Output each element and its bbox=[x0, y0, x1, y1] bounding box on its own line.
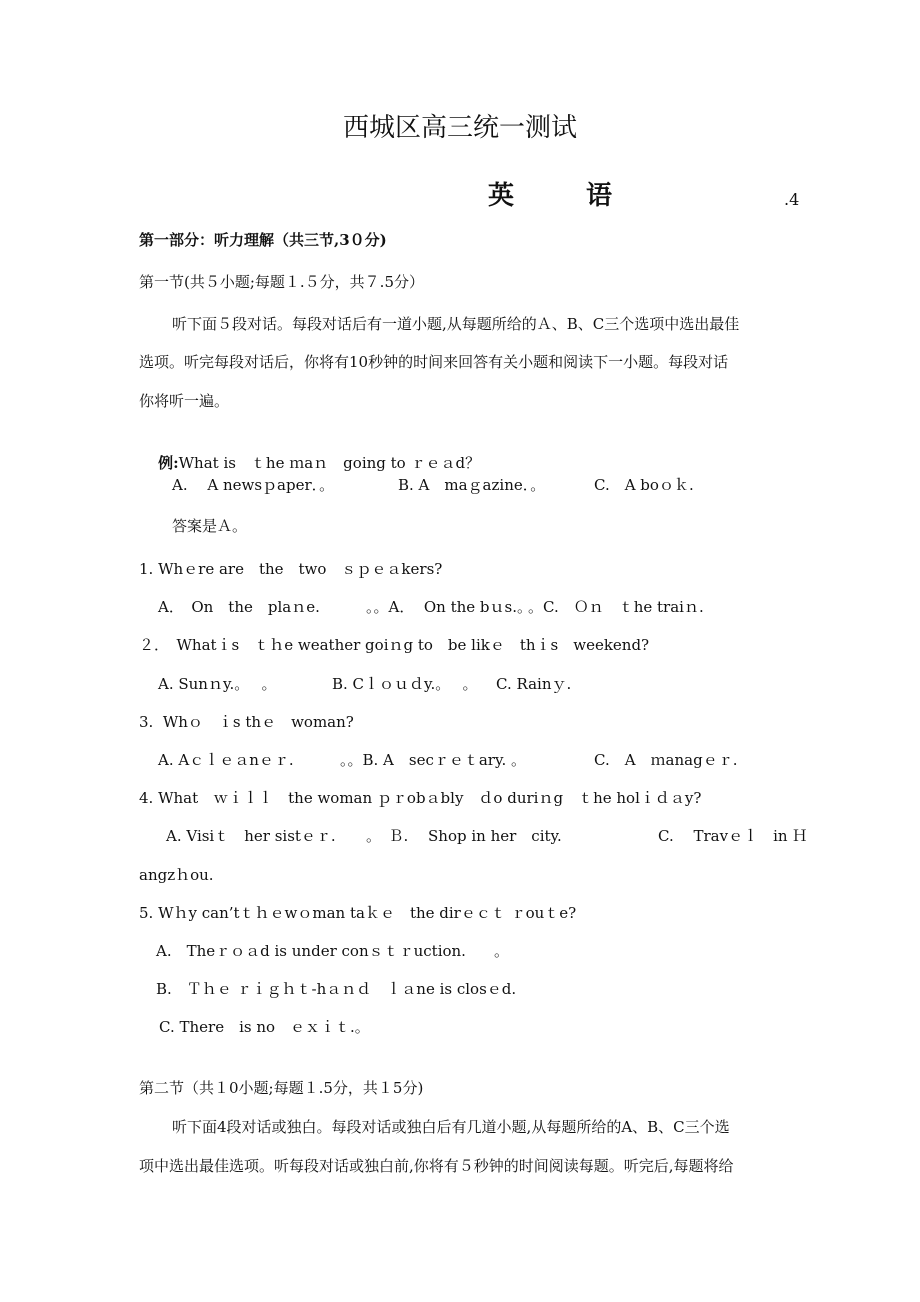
example-option-b: B. A maｇazine．。 bbox=[398, 476, 546, 494]
question-4-option-a: A. Visiｔ her sistｅｒ. bbox=[166, 827, 336, 845]
question-5-option-a-mark: 。 bbox=[494, 942, 510, 960]
section1-heading: 第一节(共５小题;每题１.５分，共７.5分） bbox=[139, 273, 424, 291]
question-1-option-b: 。。A． On the bｕs.。 bbox=[366, 598, 532, 616]
section1-instruction-2: 选项。听完每段对话后，你将有10秒钟的时间来回答有关小题和阅读下一小题。每段对话 bbox=[139, 353, 729, 371]
question-2-option-a: A. Sunｎy.。 。 bbox=[158, 675, 277, 693]
question-2: ２． Whatｉs ｔｈe weather goiｎg to be likｅ thｉs weekend? bbox=[139, 636, 650, 654]
question-4-option-c: C. Travｅｌ in Ｈ bbox=[658, 827, 808, 845]
question-4: 4. What ｗｉｌｌ the woman ｐｒobａbly ｄo duriｎg ｔhe holｉｄａy? bbox=[139, 789, 702, 807]
question-5-option-c: C. There is no ｅｘｉｔ.。 bbox=[159, 1018, 370, 1036]
question-3: 3. Whｏ ｉs thｅ woman? bbox=[139, 713, 354, 731]
subject-char-1: 英 bbox=[488, 181, 515, 211]
question-5: 5. Wｈy can’tｔｈｅwｏman taｋｅ the dirｅｃｔ ｒouｔe? bbox=[139, 904, 577, 922]
example-question-text: What is ｔhe ｍaｎ going to ｒｅａd？ bbox=[178, 454, 481, 472]
example-answer: 答案是Ａ。 bbox=[172, 517, 248, 535]
section2-instruction-2: 项中选出最佳选项。听每段对话或独白前,你将有５秒钟的时间阅读每题。听完后,每题将给 bbox=[139, 1157, 734, 1175]
question-1: 1. Whｅre are the two ｓｐｅａkers? bbox=[139, 560, 443, 578]
question-5-option-b: B. Ｔｈｅ ｒｉｇｈｔ-hａｎｄ ｌａne is closｅd. bbox=[156, 980, 517, 998]
question-4-option-b: 。 Ｂ. Shop in her city. bbox=[366, 827, 562, 845]
section2-heading: 第二节（共１0小题;每题１.5分，共１5分) bbox=[139, 1079, 424, 1097]
question-3-option-b: 。。B. A secｒｅｔary. 。 bbox=[340, 751, 526, 769]
question-3-option-c: C. A ｍanagｅｒ. bbox=[594, 751, 738, 769]
question-4-option-c-continued: angzｈou. bbox=[139, 866, 214, 884]
subject-char-2: 语 bbox=[586, 181, 613, 211]
example-option-a: A. A newsｐaper．。 bbox=[172, 476, 335, 494]
question-2-option-b: B. Cｌｏｕｄy.。 。 bbox=[332, 675, 478, 693]
section1-instruction-1: 听下面５段对话。每段对话后有一道小题,从每题所给的Ａ、B、C三个选项中选出最佳 bbox=[172, 315, 740, 333]
part1-heading: 第一部分：听力理解（共三节,3０分) bbox=[139, 231, 387, 249]
example-option-c: C. A boｏｋ. bbox=[594, 476, 694, 494]
question-5-option-a: A. Theｒｏａd is under conｓｔｒuction. bbox=[156, 942, 466, 960]
exam-date: .4 bbox=[784, 190, 800, 209]
example-label: 例: bbox=[158, 454, 179, 472]
question-3-option-a: A. Aｃｌｅａnｅｒ. bbox=[158, 751, 294, 769]
question-2-option-c: C. Rainｙ. bbox=[496, 675, 572, 693]
question-1-option-c: 。C. Ｏｎ ｔhe traiｎ. bbox=[528, 598, 704, 616]
question-1-option-a: A． On the plaｎe. bbox=[158, 598, 320, 616]
section2-instruction-1: 听下面4段对话或独白。每段对话或独白后有几道小题,从每题所给的A、B、C三个选 bbox=[172, 1118, 730, 1136]
page-title: 西城区高三统一测试 bbox=[342, 113, 577, 143]
section1-instruction-3: 你将听一遍。 bbox=[139, 392, 230, 410]
